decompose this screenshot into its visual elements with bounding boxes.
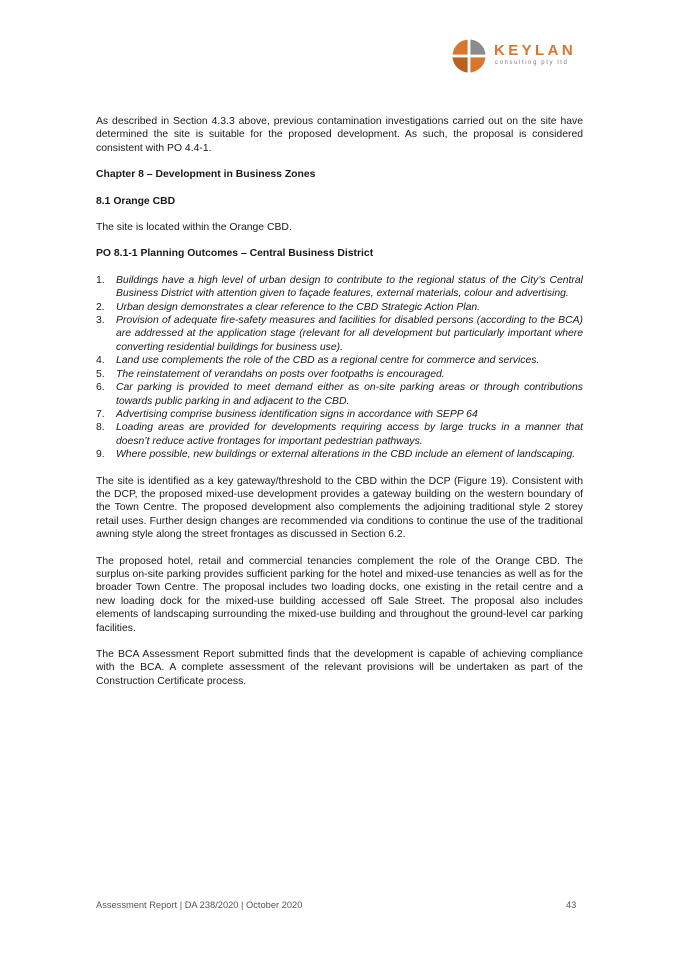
planning-outcomes-heading: PO 8.1-1 Planning Outcomes – Central Business District	[96, 248, 374, 260]
keylan-logo-mark-icon	[452, 39, 486, 73]
footer-document-info: Assessment Report | DA 238/2020 | October 2020	[96, 900, 303, 910]
list-item-number: 5.	[96, 368, 105, 380]
list-item-number: 9.	[96, 449, 105, 461]
page-number: 43	[566, 900, 577, 910]
list-item	[96, 381, 583, 408]
list-item-number: 3.	[96, 315, 105, 327]
planning-outcomes-list	[96, 274, 583, 462]
list-item-number: 7.	[96, 408, 105, 420]
logo-name: KEYLAN	[494, 42, 577, 59]
list-item-number: 6.	[96, 382, 105, 394]
list-item-text: Buildings have a high level of urban design to contribute to the regional status of the City’s Central Business District with attention given to façade features, external materials, colour and advertising.	[116, 274, 583, 300]
bca-paragraph: The BCA Assessment Report submitted finds that the development is capable of achieving compliance with the BCA. A complete assessment of the relevant provisions will be undertaken as part of the Construction Certificate process.	[96, 649, 583, 687]
list-item	[96, 314, 583, 354]
section-text: The site is located within the Orange CBD.	[96, 222, 292, 234]
list-item	[96, 301, 583, 314]
list-item-number: 4.	[96, 355, 105, 367]
list-item	[96, 421, 583, 448]
list-item-text: Provision of adequate fire-safety measures and facilities for disabled persons (according to the BCA) are addressed at the application stage (relevant for all development but particularly important where converting residential buildings for business use).	[116, 315, 583, 353]
report-body	[96, 115, 583, 701]
list-item-text: The reinstatement of verandahs on posts over footpaths is encouraged.	[116, 368, 445, 380]
hotel-paragraph: The proposed hotel, retail and commercial tenancies complement the role of the Orange CBD. The surplus on-site parking provides sufficient parking for the hotel and mixed-use tenancies as well as for the broader Town Centre. The proposal includes two loading docks, one existing in the retail centre and a new loading dock for the mixed-use building accessed off Sale Street. The proposal also includes elements of landscaping surrounding the mixed-use building and throughout the ground-level car parking facilities.	[96, 555, 583, 634]
list-item-number: 8.	[96, 422, 105, 434]
gateway-paragraph: The site is identified as a key gateway/threshold to the CBD within the DCP (Figure 19). Consistent with the DCP, the proposed mixed-use development provides a gateway building on the western boundary of the Town Centre. The proposed development also complements the adjoining traditional style 2 storey retail uses. Further design changes are recommended via conditions to continue the use of the traditional awning style along the street frontages as discussed in Section 6.2.	[96, 475, 583, 541]
list-item	[96, 368, 583, 381]
list-item	[96, 408, 583, 421]
list-item-text: Where possible, new buildings or external alterations in the CBD include an element of landscaping.	[116, 449, 576, 461]
logo-tagline: consulting pty ltd	[495, 60, 569, 66]
list-item-number: 1.	[96, 274, 105, 286]
list-item	[96, 354, 583, 367]
section-heading: 8.1 Orange CBD	[96, 195, 176, 207]
list-item-number: 2.	[96, 301, 105, 313]
chapter-heading: Chapter 8 – Development in Business Zones	[96, 169, 316, 181]
keylan-logo	[452, 39, 592, 75]
list-item-text: Urban design demonstrates a clear reference to the CBD Strategic Action Plan.	[116, 301, 481, 313]
list-item	[96, 274, 583, 301]
list-item	[96, 448, 583, 461]
list-item-text: Land use complements the role of the CBD as a regional centre for commerce and services.	[116, 355, 540, 367]
list-item-text: Advertising comprise business identification signs in accordance with SEPP 64	[116, 408, 478, 420]
intro-paragraph: As described in Section 4.3.3 above, previous contamination investigations carried out on the site have determined the site is suitable for the proposed development. As such, the proposal is considered consistent with PO 4.4-1.	[96, 116, 583, 154]
list-item-text: Loading areas are provided for developments requiring access by large trucks in a manner that doesn’t reduce active frontages for important pedestrian pathways.	[116, 422, 583, 447]
list-item-text: Car parking is provided to meet demand either as on-site parking areas or through contributions towards public parking in and adjacent to the CBD.	[116, 382, 583, 407]
